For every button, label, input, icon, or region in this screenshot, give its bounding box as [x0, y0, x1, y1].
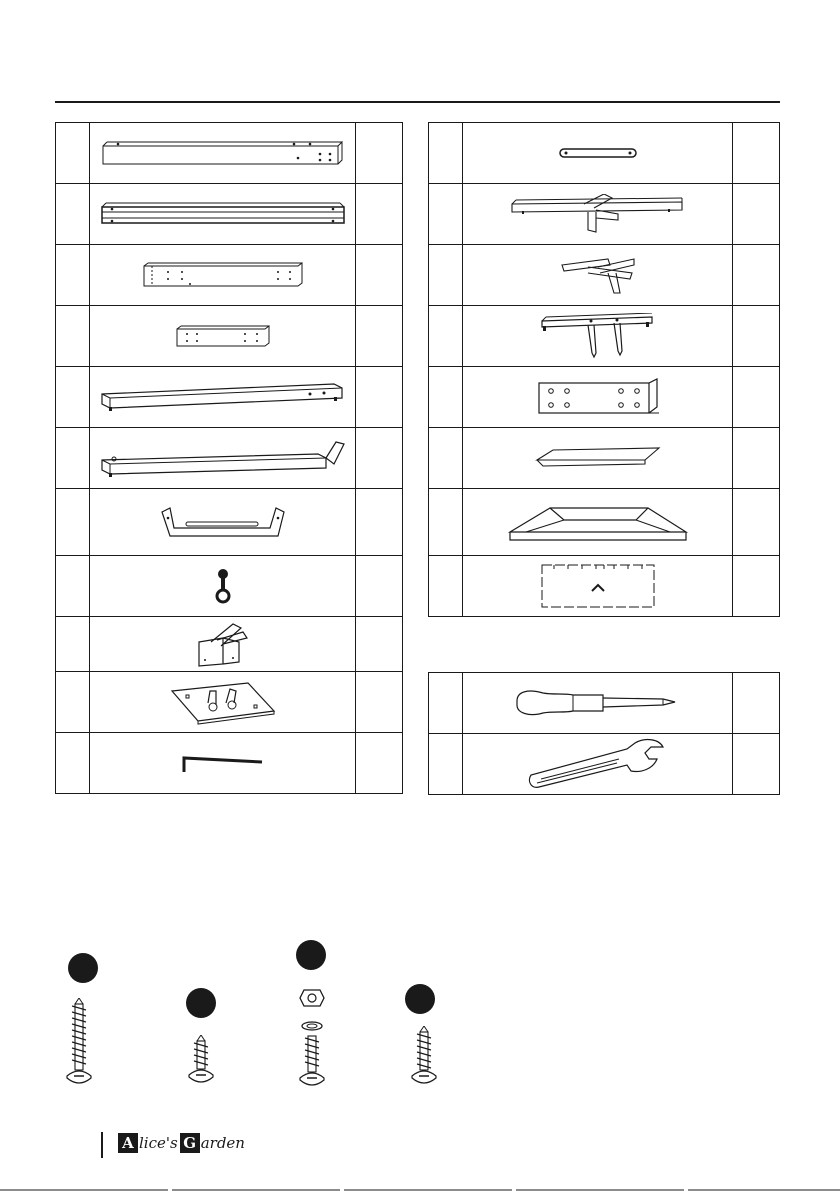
corner-connector-icon	[193, 620, 253, 668]
medium-screw-icon	[409, 1026, 439, 1088]
long-tube-with-feet-icon	[98, 380, 348, 414]
part-image-cell	[463, 184, 733, 245]
table-row	[429, 428, 780, 489]
part-quantity-cell	[733, 245, 780, 306]
part-image-cell	[90, 672, 356, 733]
part-number-cell	[56, 184, 90, 245]
table-row	[56, 306, 403, 367]
part-number-cell	[56, 617, 90, 672]
part-number-cell	[56, 489, 90, 556]
table-row	[429, 306, 780, 367]
table-row	[56, 556, 403, 617]
table-row	[56, 245, 403, 306]
part-image-cell	[463, 367, 733, 428]
footer-divider	[101, 1132, 103, 1158]
tool-image-cell	[463, 734, 733, 795]
part-quantity-cell	[356, 123, 403, 184]
ridge-cap-icon	[533, 446, 663, 470]
eye-bolt-icon	[208, 566, 238, 606]
table-row	[429, 123, 780, 184]
long-tube-with-bent-end-icon	[98, 438, 348, 478]
part-quantity-cell	[356, 672, 403, 733]
hardware-badge	[186, 988, 216, 1018]
part-number-cell	[56, 123, 90, 184]
part-quantity-cell	[356, 245, 403, 306]
part-image-cell	[90, 367, 356, 428]
parts-table-left	[55, 122, 403, 794]
table-row	[429, 673, 780, 734]
part-quantity-cell	[356, 367, 403, 428]
allen-key-icon	[178, 748, 268, 778]
tool-quantity-cell	[733, 734, 780, 795]
part-number-cell	[56, 733, 90, 794]
part-quantity-cell	[356, 617, 403, 672]
tool-number-cell	[429, 673, 463, 734]
bolt-with-nut-washer-icon	[297, 986, 327, 1088]
part-quantity-cell	[733, 306, 780, 367]
roof-canopy-icon	[506, 500, 690, 544]
part-quantity-cell	[356, 489, 403, 556]
table-row	[56, 367, 403, 428]
u-bracket-icon	[158, 502, 288, 542]
part-image-cell	[90, 245, 356, 306]
part-image-cell	[90, 428, 356, 489]
part-image-cell	[463, 245, 733, 306]
table-row	[56, 617, 403, 672]
angled-connector-icon	[558, 253, 638, 297]
part-quantity-cell	[356, 556, 403, 617]
perforated-bracket-icon	[533, 377, 663, 417]
part-quantity-cell	[356, 428, 403, 489]
table-row	[56, 428, 403, 489]
medium-beam-icon	[138, 260, 308, 290]
header-rule	[55, 101, 780, 103]
tool-image-cell	[463, 673, 733, 734]
long-screw-icon	[64, 998, 94, 1088]
part-number-cell	[429, 306, 463, 367]
part-image-cell	[90, 306, 356, 367]
part-quantity-cell	[733, 123, 780, 184]
table-row	[429, 184, 780, 245]
part-quantity-cell	[733, 556, 780, 617]
part-number-cell	[56, 306, 90, 367]
cross-beam-assembly-icon	[508, 194, 688, 234]
table-row	[56, 672, 403, 733]
part-quantity-cell	[356, 733, 403, 794]
table-row	[56, 184, 403, 245]
part-number-cell	[429, 489, 463, 556]
part-number-cell	[429, 184, 463, 245]
side-wall-panel-icon	[538, 561, 658, 611]
flat-link-bar-icon	[558, 146, 638, 160]
table-row	[429, 367, 780, 428]
parts-table-right	[428, 122, 780, 617]
part-quantity-cell	[733, 428, 780, 489]
part-image-cell	[90, 184, 356, 245]
part-image-cell	[463, 306, 733, 367]
logo-initial-g: G	[180, 1133, 200, 1153]
part-image-cell	[463, 489, 733, 556]
part-quantity-cell	[733, 489, 780, 556]
part-image-cell	[90, 556, 356, 617]
hardware-badge	[296, 940, 326, 970]
part-number-cell	[429, 367, 463, 428]
tools-table	[428, 672, 780, 795]
part-quantity-cell	[356, 306, 403, 367]
short-beam-icon	[173, 323, 273, 349]
part-image-cell	[90, 733, 356, 794]
part-quantity-cell	[733, 184, 780, 245]
base-plate-icon	[168, 677, 278, 727]
tool-quantity-cell	[733, 673, 780, 734]
part-number-cell	[56, 556, 90, 617]
part-number-cell	[429, 123, 463, 184]
part-image-cell	[90, 489, 356, 556]
beam-with-stakes-icon	[538, 313, 658, 359]
wrench-icon	[523, 737, 673, 791]
logo-initial-a: A	[118, 1133, 138, 1153]
table-row	[429, 245, 780, 306]
page-edge-marks	[0, 1188, 840, 1192]
part-quantity-cell	[733, 367, 780, 428]
hardware-badge	[405, 984, 435, 1014]
long-channel-rail-icon	[98, 199, 348, 229]
part-number-cell	[56, 245, 90, 306]
table-row	[56, 733, 403, 794]
part-image-cell	[463, 556, 733, 617]
screwdriver-icon	[513, 685, 683, 721]
table-row	[429, 556, 780, 617]
part-number-cell	[429, 428, 463, 489]
tool-number-cell	[429, 734, 463, 795]
table-row	[429, 734, 780, 795]
part-number-cell	[56, 428, 90, 489]
long-beam-with-holes-icon	[98, 138, 348, 168]
table-row	[429, 489, 780, 556]
brand-logo	[118, 1133, 245, 1153]
logo-text-g: arden	[200, 1134, 245, 1152]
short-screw-icon	[186, 1035, 216, 1087]
part-image-cell	[463, 123, 733, 184]
part-number-cell	[56, 672, 90, 733]
part-quantity-cell	[356, 184, 403, 245]
table-row	[56, 489, 403, 556]
part-number-cell	[429, 556, 463, 617]
part-image-cell	[463, 428, 733, 489]
hardware-badge	[68, 953, 98, 983]
logo-text-a: lice's	[139, 1134, 178, 1152]
part-image-cell	[90, 617, 356, 672]
part-number-cell	[56, 367, 90, 428]
table-row	[56, 123, 403, 184]
part-number-cell	[429, 245, 463, 306]
part-image-cell	[90, 123, 356, 184]
